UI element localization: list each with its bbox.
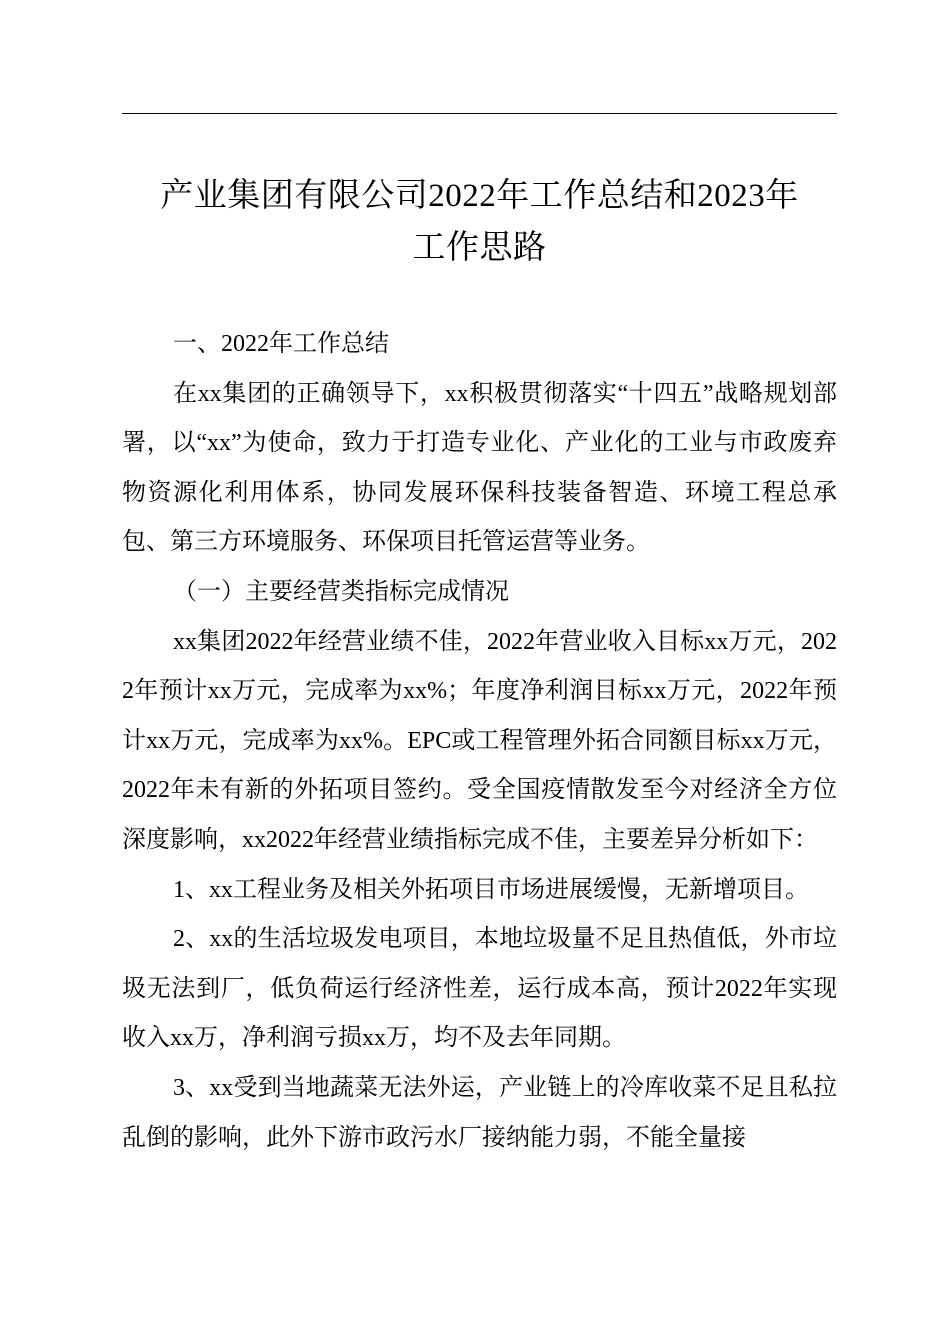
analysis-item-1: 1、xx工程业务及相关外拓项目市场进展缓慢，无新增项目。 — [173, 876, 809, 903]
title-line-2: 工作思路 — [412, 230, 547, 266]
performance-paragraph: xx集团2022年经营业绩不佳，2022年营业收入目标xx万元，2022年预计xx万元，完成率为xx%；年度净利润目标xx万元，2022年预计xx万元，完成率为xx%。EPC或工程管理外拓合同额目标xx万元，2022年未有新的外拓项目签约。受全国疫情散发至今对经济全方位深度影响，xx2022年经营业绩指标完成不佳，主要差异分析如下： — [122, 628, 837, 853]
document-body — [122, 320, 837, 1163]
document-title — [122, 170, 837, 274]
analysis-item-2: 2、xx的生活垃圾发电项目，本地垃圾量不足且热值低，外市垃圾无法到厂，低负荷运行经济性差，运行成本高，预计2022年实现收入xx万，净利润亏损xx万，均不及去年同期。 — [122, 926, 837, 1052]
header-rule — [122, 113, 837, 114]
title-line-1: 产业集团有限公司2022年工作总结和2023年 — [160, 178, 799, 214]
section-heading: 一、2022年工作总结 — [173, 331, 389, 357]
subsection-heading: （一）主要经营类指标完成情况 — [173, 578, 509, 605]
analysis-item-3: 3、xx受到当地蔬菜无法外运，产业链上的冷库收菜不足且私拉乱倒的影响，此外下游市政污水厂接纳能力弱，不能全量接 — [122, 1074, 837, 1151]
intro-paragraph: 在xx集团的正确领导下，xx积极贯彻落实“十四五”战略规划部署，以“xx”为使命，致力于打造专业化、产业化的工业与市政废弃物资源化利用体系，协同发展环保科技装备智造、环境工程总承包、第三方环境服务、环保项目托管运营等业务。 — [122, 380, 837, 556]
